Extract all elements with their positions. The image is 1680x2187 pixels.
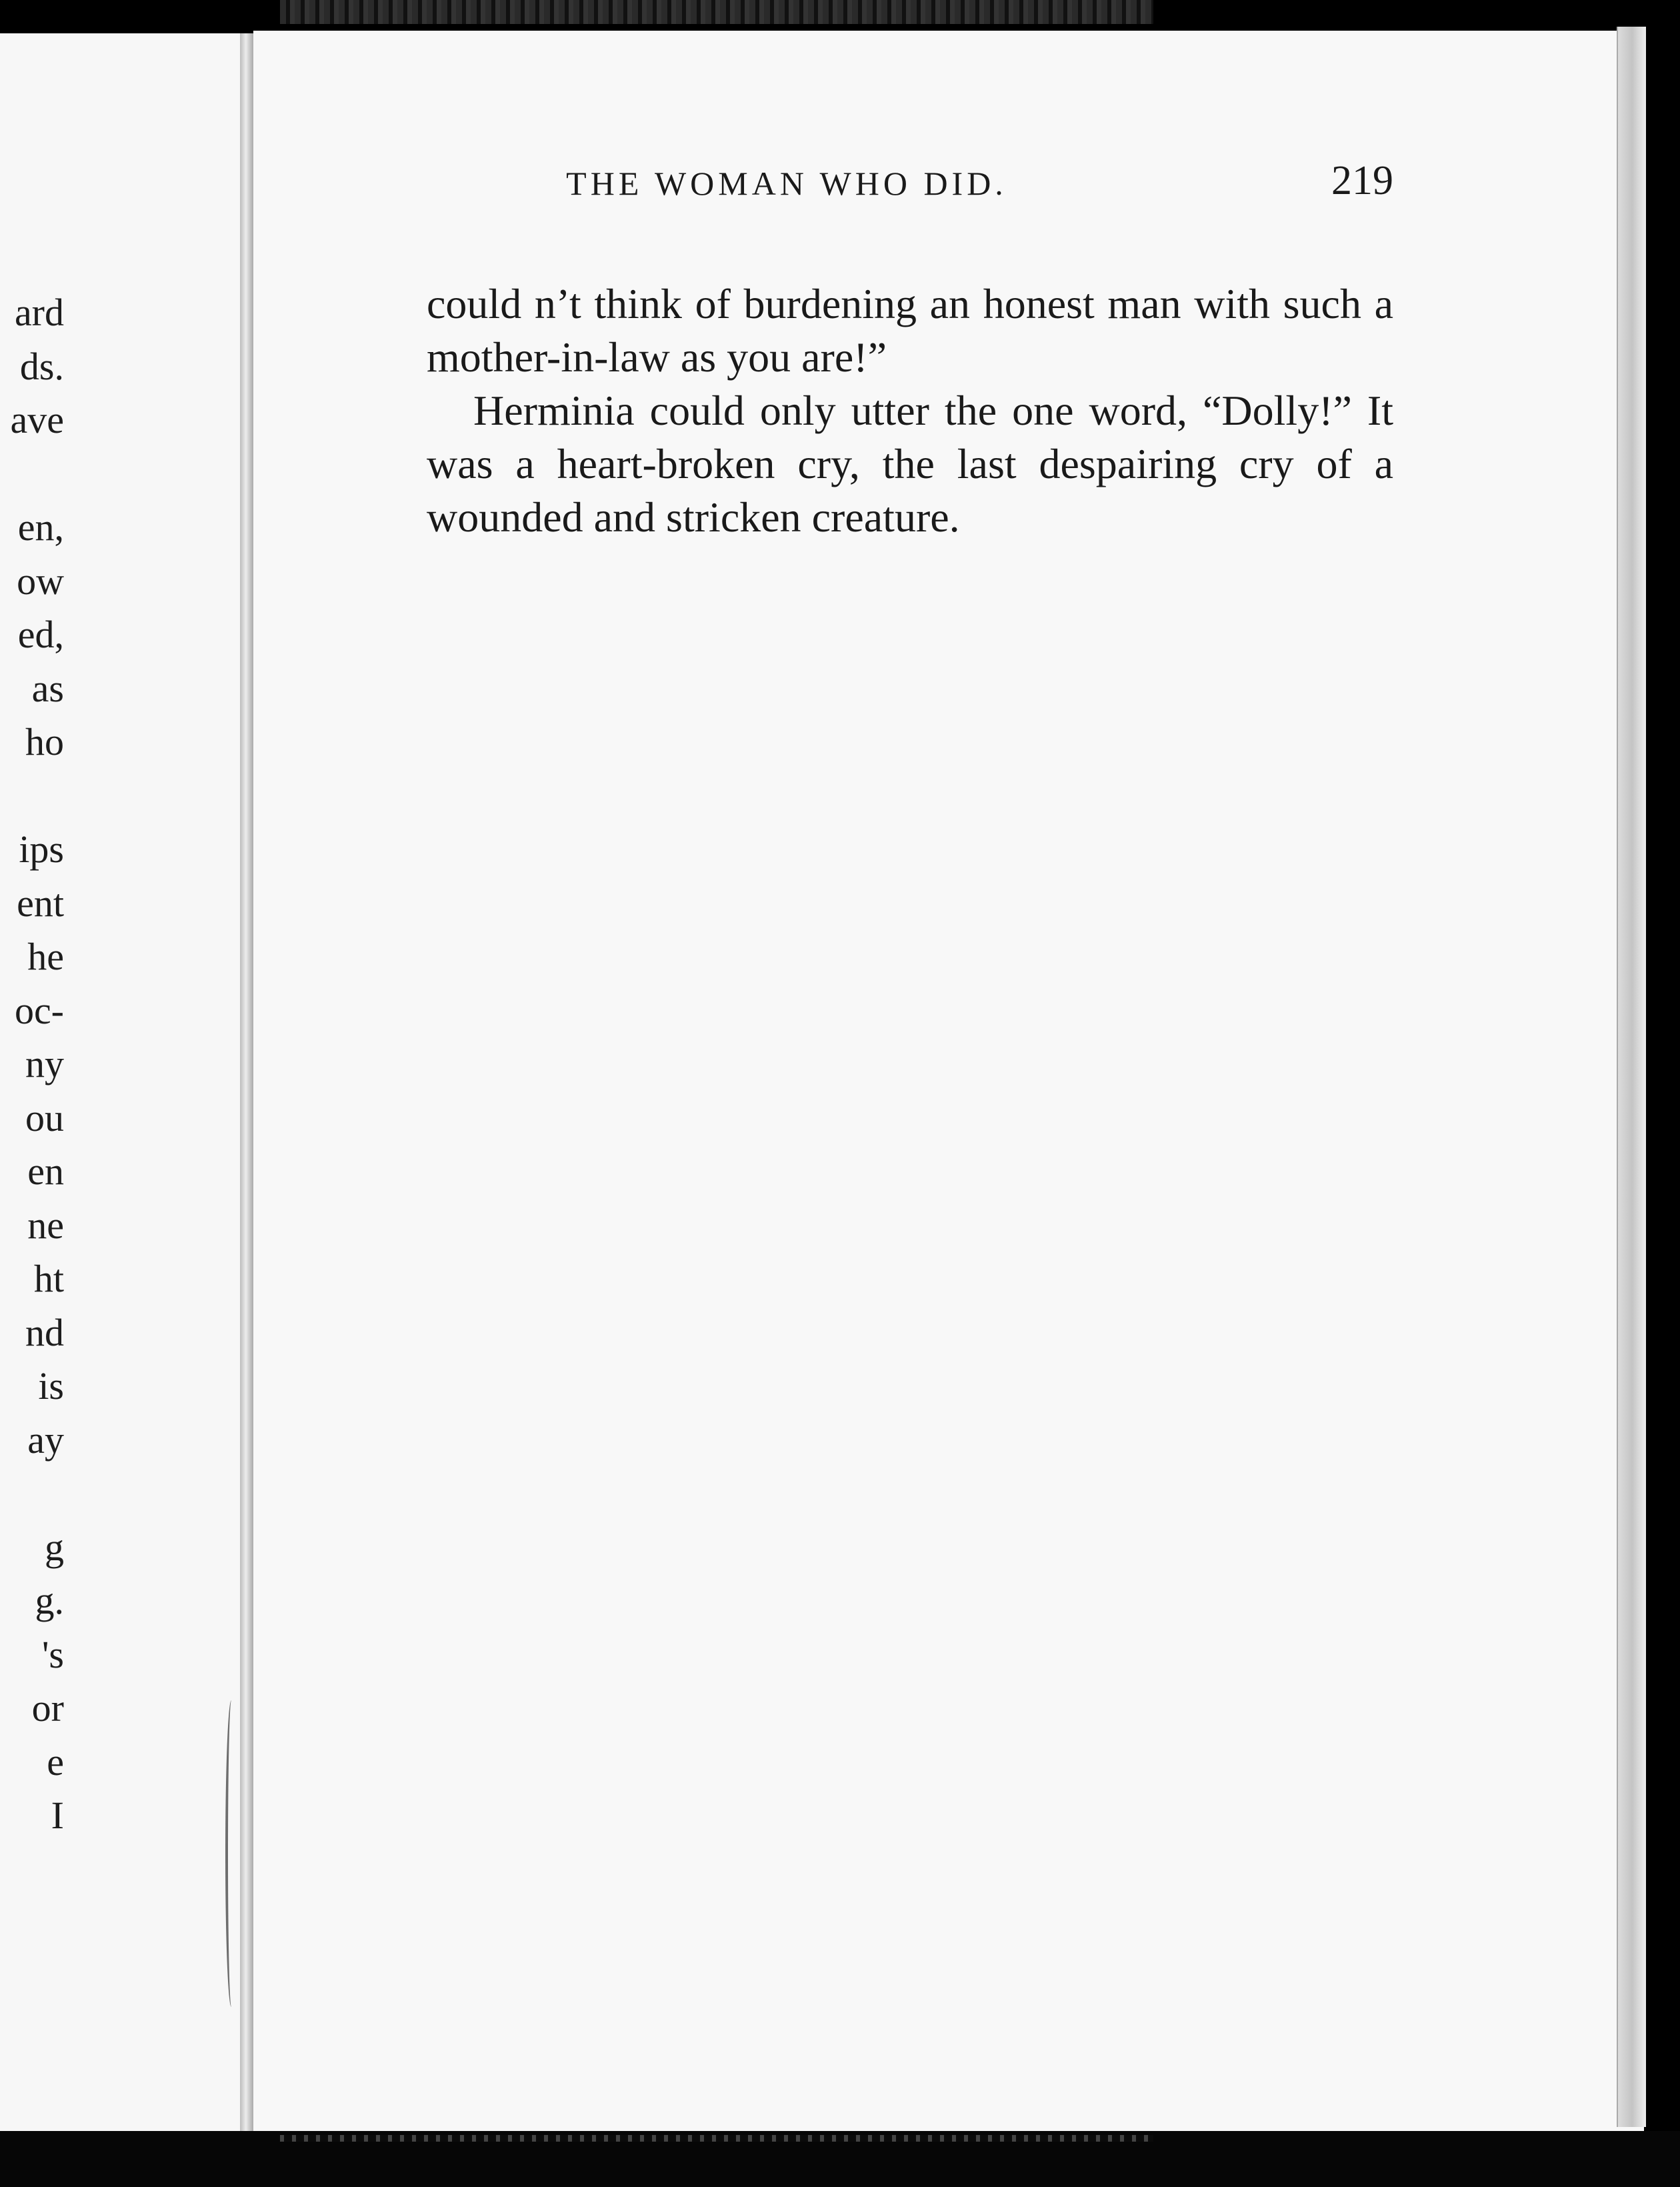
left-page-line-fragment: as bbox=[31, 666, 64, 710]
left-page-line-fragment: ed, bbox=[17, 613, 64, 656]
left-page-line-fragment: ht bbox=[33, 1257, 64, 1300]
binding-thread bbox=[225, 1700, 237, 2007]
left-page-line-fragment: ay bbox=[27, 1418, 64, 1462]
running-title: THE WOMAN WHO DID. bbox=[566, 165, 1007, 202]
left-page-line-fragment: ave bbox=[10, 398, 64, 441]
bottom-scan-speckle bbox=[280, 2135, 1153, 2142]
left-page-line-fragment: or bbox=[31, 1686, 64, 1730]
left-page-line-fragment: g. bbox=[35, 1579, 64, 1622]
left-page-line-fragment: ou bbox=[25, 1096, 64, 1140]
left-page-line-fragment: ny bbox=[25, 1042, 64, 1085]
left-page-line-fragment: en, bbox=[17, 505, 64, 549]
running-head bbox=[420, 158, 1393, 237]
left-page-line-fragment: he bbox=[27, 935, 64, 978]
body-text bbox=[427, 277, 1393, 544]
left-page-line-fragment: is bbox=[38, 1364, 64, 1408]
top-scan-border bbox=[280, 0, 1153, 24]
left-page-line-fragment: en bbox=[27, 1150, 64, 1193]
left-page-line-fragment: ow bbox=[17, 559, 64, 603]
left-page-line-fragment: ne bbox=[27, 1203, 64, 1247]
left-page-line-fragment: ips bbox=[19, 827, 64, 871]
left-page-line-fragment: ds. bbox=[19, 344, 64, 388]
left-page-line-fragment: oc- bbox=[14, 988, 64, 1032]
paragraph: could n’t think of burdening an honest man with such a mother-in-law as you are!” bbox=[427, 280, 1393, 381]
page-edge bbox=[1617, 27, 1646, 2127]
left-page-line-fragment: ard bbox=[14, 291, 64, 334]
left-page-line-fragment: 's bbox=[41, 1632, 64, 1676]
left-page-line-fragment: g bbox=[45, 1525, 64, 1569]
page-number: 219 bbox=[1331, 158, 1393, 203]
book-gutter bbox=[240, 33, 255, 2134]
left-page-line-fragment: e bbox=[47, 1740, 64, 1784]
left-page-line-fragment: ent bbox=[17, 881, 64, 925]
left-page-line-fragment: ho bbox=[25, 720, 64, 763]
left-page-line-fragment: nd bbox=[25, 1310, 64, 1354]
paragraph: Herminia could only utter the one word, “Dolly!” It was a heart-broken cry, the last despairing cry of a wounded and stricken creature. bbox=[427, 387, 1393, 541]
left-facing-page bbox=[0, 33, 247, 2134]
left-page-line-fragment: I bbox=[51, 1794, 64, 1837]
